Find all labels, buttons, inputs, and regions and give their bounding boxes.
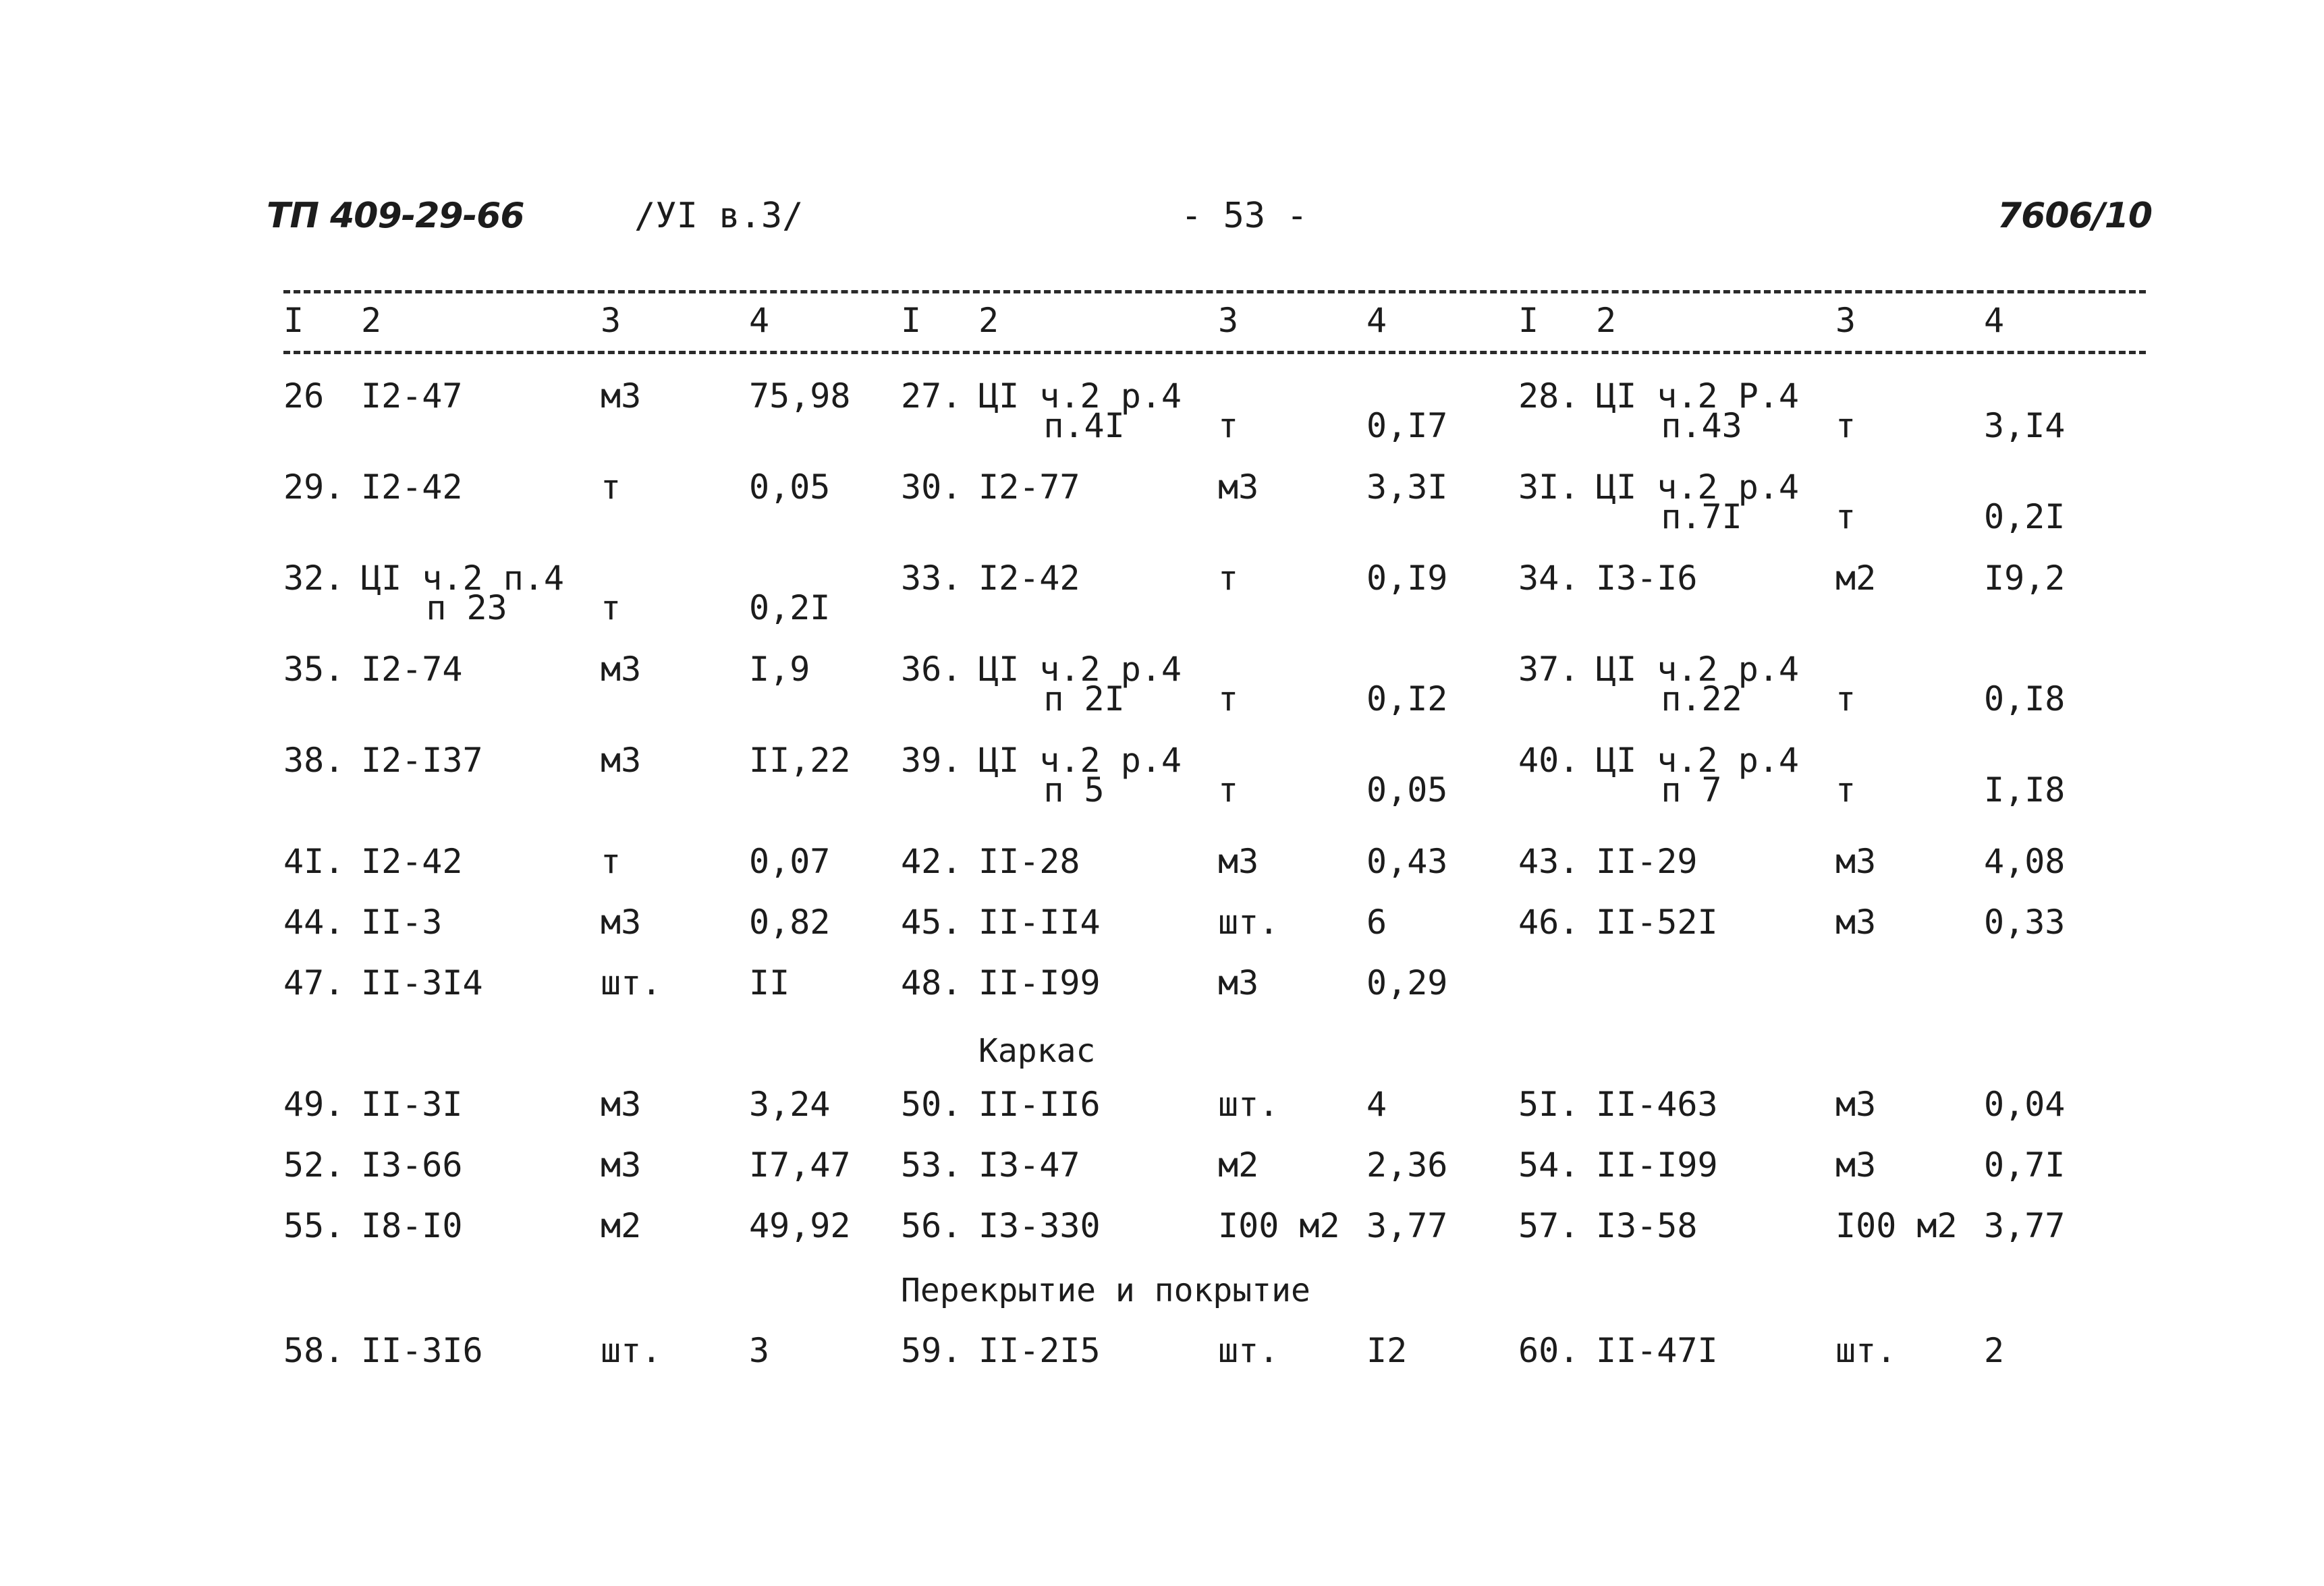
item-code	[1596, 1206, 1698, 1245]
column-header: I	[1518, 301, 1539, 340]
code-line: I3-58	[1596, 1206, 1698, 1245]
code-line: ЦI ч.2 р.4	[978, 741, 1182, 780]
column-header: 4	[1366, 301, 1387, 340]
item-unit: шт.	[1218, 1085, 1279, 1124]
item-number: 26	[283, 376, 325, 416]
item-number: 28.	[1518, 376, 1580, 416]
item-quantity: 2	[1984, 1331, 2005, 1370]
code-line: II-3	[361, 903, 443, 942]
item-quantity: 0,2I	[1984, 497, 2066, 536]
column-header: 4	[749, 301, 770, 340]
item-number: 43.	[1518, 842, 1580, 881]
item-unit: т	[1835, 770, 1856, 810]
item-number: 59.	[901, 1331, 962, 1370]
item-unit: м3	[1218, 963, 1259, 1002]
code-subline: п 7	[1661, 770, 1722, 810]
item-code	[978, 1331, 1101, 1370]
item-quantity: 0,05	[1366, 770, 1448, 810]
item-unit: м3	[601, 741, 642, 780]
code-line: II-3I4	[361, 963, 483, 1002]
item-unit: т	[1218, 679, 1239, 718]
item-number: 48.	[901, 963, 962, 1002]
item-quantity: 3,77	[1366, 1206, 1448, 1245]
item-unit: м2	[1835, 559, 1877, 598]
item-code	[361, 650, 463, 689]
item-code	[1596, 842, 1698, 881]
code-subline: п.7I	[1661, 497, 1742, 536]
item-unit: т	[1835, 679, 1856, 718]
header-rule-bottom	[283, 351, 2146, 354]
item-quantity: 0,82	[749, 903, 831, 942]
code-line: ЦI ч.2 р.4	[978, 650, 1182, 689]
item-unit: шт.	[1218, 903, 1279, 942]
code-line: ЦI ч.2 р.4	[1596, 650, 1800, 689]
item-number: 54.	[1518, 1145, 1580, 1185]
code-subline: п 23	[426, 588, 507, 627]
item-number: 57.	[1518, 1206, 1580, 1245]
item-number: 47.	[283, 963, 345, 1002]
item-unit: м2	[601, 1206, 642, 1245]
item-quantity: 0,7I	[1984, 1145, 2066, 1185]
page-number: - 53 -	[1181, 196, 1308, 236]
item-number: 53.	[901, 1145, 962, 1185]
code-line: II-47I	[1596, 1331, 1718, 1370]
item-code	[978, 559, 1080, 598]
item-number: 4I.	[283, 842, 345, 881]
item-unit: м3	[601, 650, 642, 689]
item-number: 58.	[283, 1331, 345, 1370]
item-unit: м3	[1835, 842, 1877, 881]
column-header: I	[901, 301, 922, 340]
item-quantity: 6	[1366, 903, 1387, 942]
header-rule-top	[283, 290, 2146, 293]
item-code	[361, 1331, 483, 1370]
code-line: I3-330	[978, 1206, 1101, 1245]
item-quantity: I,9	[749, 650, 810, 689]
item-quantity: 0,04	[1984, 1085, 2066, 1124]
item-quantity: I,I8	[1984, 770, 2066, 810]
item-quantity: 75,98	[749, 376, 851, 416]
item-number: 36.	[901, 650, 962, 689]
item-number: 50.	[901, 1085, 962, 1124]
volume-label: /УI в.3/	[634, 196, 804, 236]
item-number: 44.	[283, 903, 345, 942]
code-subline: п 2I	[1043, 679, 1125, 718]
item-code	[1596, 903, 1718, 942]
item-code	[361, 963, 483, 1002]
item-unit: т	[601, 842, 621, 881]
item-code	[978, 376, 1182, 445]
item-quantity: 0,2I	[749, 588, 831, 627]
item-number: 5I.	[1518, 1085, 1580, 1124]
item-code	[1596, 650, 1800, 718]
code-line: I2-42	[361, 842, 463, 881]
item-quantity: 3,24	[749, 1085, 831, 1124]
code-subline: п.43	[1661, 406, 1742, 445]
code-subline: п.4I	[1043, 406, 1125, 445]
code-line: II-2I5	[978, 1331, 1101, 1370]
item-quantity: 0,I2	[1366, 679, 1448, 718]
item-code	[1596, 1331, 1718, 1370]
code-line: II-52I	[1596, 903, 1718, 942]
item-unit: т	[1218, 770, 1239, 810]
code-line: ЦI ч.2 Р.4	[1596, 376, 1800, 416]
item-code	[1596, 376, 1800, 445]
code-line: II-II6	[978, 1085, 1101, 1124]
code-line: I2-I37	[361, 741, 483, 780]
item-number: 60.	[1518, 1331, 1580, 1370]
item-code	[978, 1085, 1101, 1124]
item-quantity: 3,I4	[1984, 406, 2066, 445]
code-line: II-28	[978, 842, 1080, 881]
code-line: I2-74	[361, 650, 463, 689]
item-quantity: 4,08	[1984, 842, 2066, 881]
item-code	[978, 650, 1182, 718]
item-code	[1596, 741, 1800, 810]
item-quantity: 0,29	[1366, 963, 1448, 1002]
item-code	[1596, 1085, 1718, 1124]
item-number: 32.	[283, 559, 345, 598]
item-code	[361, 842, 463, 881]
item-code	[978, 963, 1101, 1002]
column-header: 3	[1835, 301, 1856, 340]
item-code	[978, 842, 1080, 881]
item-code	[361, 741, 483, 780]
item-quantity: 49,92	[749, 1206, 851, 1245]
item-unit: т	[601, 468, 621, 507]
code-line: I3-66	[361, 1145, 463, 1185]
item-quantity: I9,2	[1984, 559, 2066, 598]
item-code	[1596, 468, 1800, 536]
item-number: 55.	[283, 1206, 345, 1245]
item-number: 52.	[283, 1145, 345, 1185]
item-code	[361, 376, 463, 416]
column-header: I	[283, 301, 304, 340]
item-number: 38.	[283, 741, 345, 780]
code-line: ЦI ч.2 р.4	[978, 376, 1182, 416]
item-code	[1596, 1145, 1718, 1185]
item-quantity: II	[749, 963, 790, 1002]
item-unit: т	[1218, 559, 1239, 598]
code-line: II-II4	[978, 903, 1101, 942]
code-line: II-3I6	[361, 1331, 483, 1370]
item-unit: м3	[1835, 1085, 1877, 1124]
item-unit: шт.	[601, 963, 662, 1002]
item-unit: м3	[1835, 1145, 1877, 1185]
section-heading: Каркас	[978, 1032, 1096, 1070]
code-line: II-3I	[361, 1085, 463, 1124]
item-unit: т	[1218, 406, 1239, 445]
item-number: 40.	[1518, 741, 1580, 780]
item-unit: I00 м2	[1218, 1206, 1340, 1245]
item-quantity: 0,I7	[1366, 406, 1448, 445]
item-unit: шт.	[1835, 1331, 1897, 1370]
code-line: I2-77	[978, 468, 1080, 507]
item-unit: т	[601, 588, 621, 627]
item-quantity: 2,36	[1366, 1145, 1448, 1185]
item-number: 33.	[901, 559, 962, 598]
item-number: 39.	[901, 741, 962, 780]
column-header: 3	[601, 301, 621, 340]
item-unit: м2	[1218, 1145, 1259, 1185]
item-quantity: 0,I9	[1366, 559, 1448, 598]
item-code	[361, 903, 443, 942]
item-quantity: I7,47	[749, 1145, 851, 1185]
item-quantity: 3,3I	[1366, 468, 1448, 507]
code-subline: п.22	[1661, 679, 1742, 718]
item-code	[361, 559, 565, 627]
item-unit: т	[1835, 497, 1856, 536]
item-number: 37.	[1518, 650, 1580, 689]
item-code	[978, 741, 1182, 810]
item-unit: шт.	[601, 1331, 662, 1370]
item-quantity: 0,07	[749, 842, 831, 881]
doc-code: ТП 409-29-66	[267, 196, 524, 236]
item-quantity: I2	[1366, 1331, 1408, 1370]
item-unit: м3	[1218, 468, 1259, 507]
item-number: 27.	[901, 376, 962, 416]
item-number: 35.	[283, 650, 345, 689]
item-code	[978, 903, 1101, 942]
section-heading: Перекрытие и покрытие	[901, 1272, 1310, 1309]
code-line: ЦI ч.2 р.4	[1596, 741, 1800, 780]
item-unit: м3	[601, 903, 642, 942]
code-line: ЦI ч.2 п.4	[361, 559, 565, 598]
code-line: I3-I6	[1596, 559, 1698, 598]
item-quantity: II,22	[749, 741, 851, 780]
item-number: 30.	[901, 468, 962, 507]
code-line: ЦI ч.2 р.4	[1596, 468, 1800, 507]
item-number: 29.	[283, 468, 345, 507]
item-code	[361, 1145, 463, 1185]
item-quantity: 3	[749, 1331, 770, 1370]
code-line: I2-47	[361, 376, 463, 416]
item-unit: шт.	[1218, 1331, 1279, 1370]
item-number: 34.	[1518, 559, 1580, 598]
item-quantity: 0,I8	[1984, 679, 2066, 718]
item-number: 3I.	[1518, 468, 1580, 507]
code-line: II-I99	[1596, 1145, 1718, 1185]
item-unit: м3	[1218, 842, 1259, 881]
item-number: 42.	[901, 842, 962, 881]
item-code	[978, 468, 1080, 507]
column-header: 3	[1218, 301, 1239, 340]
item-quantity: 0,43	[1366, 842, 1448, 881]
item-code	[361, 1085, 463, 1124]
item-quantity: 4	[1366, 1085, 1387, 1124]
column-header: 2	[978, 301, 999, 340]
item-unit: м3	[601, 376, 642, 416]
item-unit: I00 м2	[1835, 1206, 1958, 1245]
item-code	[978, 1145, 1080, 1185]
item-number: 46.	[1518, 903, 1580, 942]
item-unit: м3	[601, 1085, 642, 1124]
item-number: 49.	[283, 1085, 345, 1124]
item-code	[361, 468, 463, 507]
item-quantity: 3,77	[1984, 1206, 2066, 1245]
column-header: 2	[361, 301, 382, 340]
item-unit: м3	[1835, 903, 1877, 942]
item-quantity: 0,33	[1984, 903, 2066, 942]
code-line: I8-I0	[361, 1206, 463, 1245]
item-unit: т	[1835, 406, 1856, 445]
item-code	[1596, 559, 1698, 598]
code-line: II-463	[1596, 1085, 1718, 1124]
item-number: 45.	[901, 903, 962, 942]
code-line: I2-42	[361, 468, 463, 507]
item-code	[361, 1206, 463, 1245]
item-quantity: 0,05	[749, 468, 831, 507]
item-number: 56.	[901, 1206, 962, 1245]
column-header: 2	[1596, 301, 1617, 340]
sheet-code: 7606/10	[1997, 196, 2153, 236]
column-header: 4	[1984, 301, 2005, 340]
item-unit: м3	[601, 1145, 642, 1185]
code-subline: п 5	[1043, 770, 1105, 810]
code-line: I3-47	[978, 1145, 1080, 1185]
code-line: II-29	[1596, 842, 1698, 881]
code-line: II-I99	[978, 963, 1101, 1002]
item-code	[978, 1206, 1101, 1245]
code-line: I2-42	[978, 559, 1080, 598]
